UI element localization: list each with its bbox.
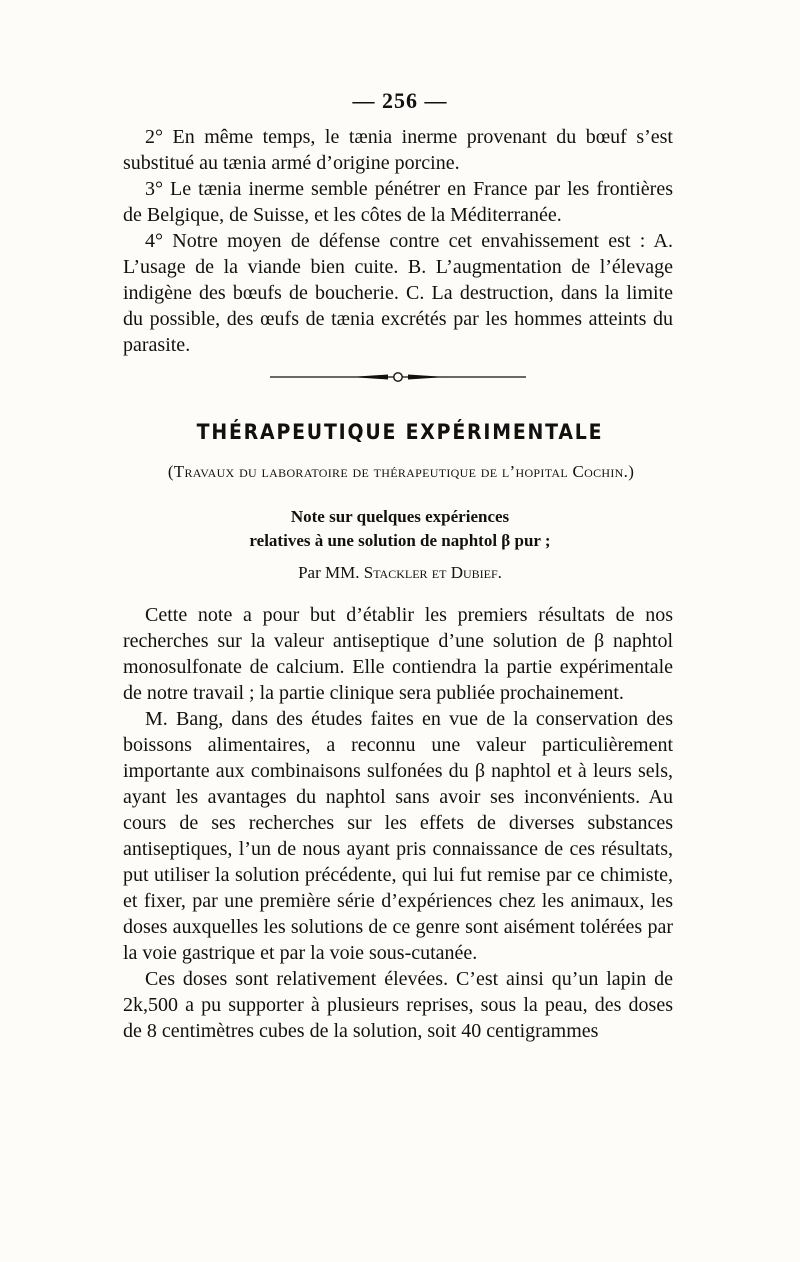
section-title: THÉRAPEUTIQUE EXPÉRIMENTALE: [196, 420, 604, 444]
paragraph-intro: Cette note a pour but d’établir les premiers résultats de nos recherches sur la valeur antiseptique d’une solution de β naphtol monosulfonate de calcium. Elle contiendra la partie expérimentale de notre travail ; la partie clinique sera publiée prochainement.: [123, 604, 673, 704]
section-subtitle: (Travaux du laboratoire de thérapeutique de l’hopital Cochin.): [167, 462, 635, 481]
page-number: — 256 —: [352, 88, 448, 113]
authors-names: Stackler et Dubief.: [363, 563, 502, 582]
authors-prefix: Par MM.: [298, 563, 360, 582]
note-heading: [0, 505, 800, 553]
paragraph-point-2: 2° En même temps, le tænia inerme provenant du bœuf s’est substitué au tænia armé d’origine porcine.: [123, 126, 673, 174]
paragraph-point-3: 3° Le tænia inerme semble pénétrer en France par les frontières de Belgique, de Suisse, et les côtes de la Méditerranée.: [123, 178, 673, 226]
ornamental-divider: [270, 372, 526, 382]
paragraph-bang: M. Bang, dans des études faites en vue de la conservation des boissons alimentaires, a reconnu une valeur particulièrement importante aux combinaisons sulfonées du β naphtol et à leurs sels, ayant les avantages du naphtol sans avoir ses inconvénients. Au cours de ses recherches sur les effets de diverses substances antiseptiques, l’un de nous ayant pris connaissance de ces résultats, put utiliser la solution précédente, qui lui fut remise par ce chimiste, et fixer, par une première série d’expériences chez les animaux, les doses auxquelles les solutions de ce genre sont aisément tolérées par la voie gastrique et par la voie sous-cutanée.: [123, 708, 673, 964]
note-heading-line-1: Note sur quelques expériences: [290, 507, 510, 526]
paragraph-point-4: 4° Notre moyen de défense contre cet envahissement est : A. L’usage de la viande bien cuite. B. L’augmentation de l’élevage indigène des bœufs de boucherie. C. La destruction, dans la limite du possible, des œufs de tænia excrétés par les hommes atteints du parasite.: [123, 230, 673, 356]
authors-line: [0, 563, 800, 583]
paragraph-doses: Ces doses sont relativement élevées. C’est ainsi qu’un lapin de 2k,500 a pu supporter à plusieurs reprises, sous la peau, des doses de 8 centimètres cubes de la solution, soit 40 centigrammes: [123, 968, 673, 1042]
body-text-block: [123, 602, 673, 1044]
top-text-block: [123, 124, 673, 358]
note-heading-line-2: relatives à une solution de naphtol β pur ;: [249, 531, 551, 550]
